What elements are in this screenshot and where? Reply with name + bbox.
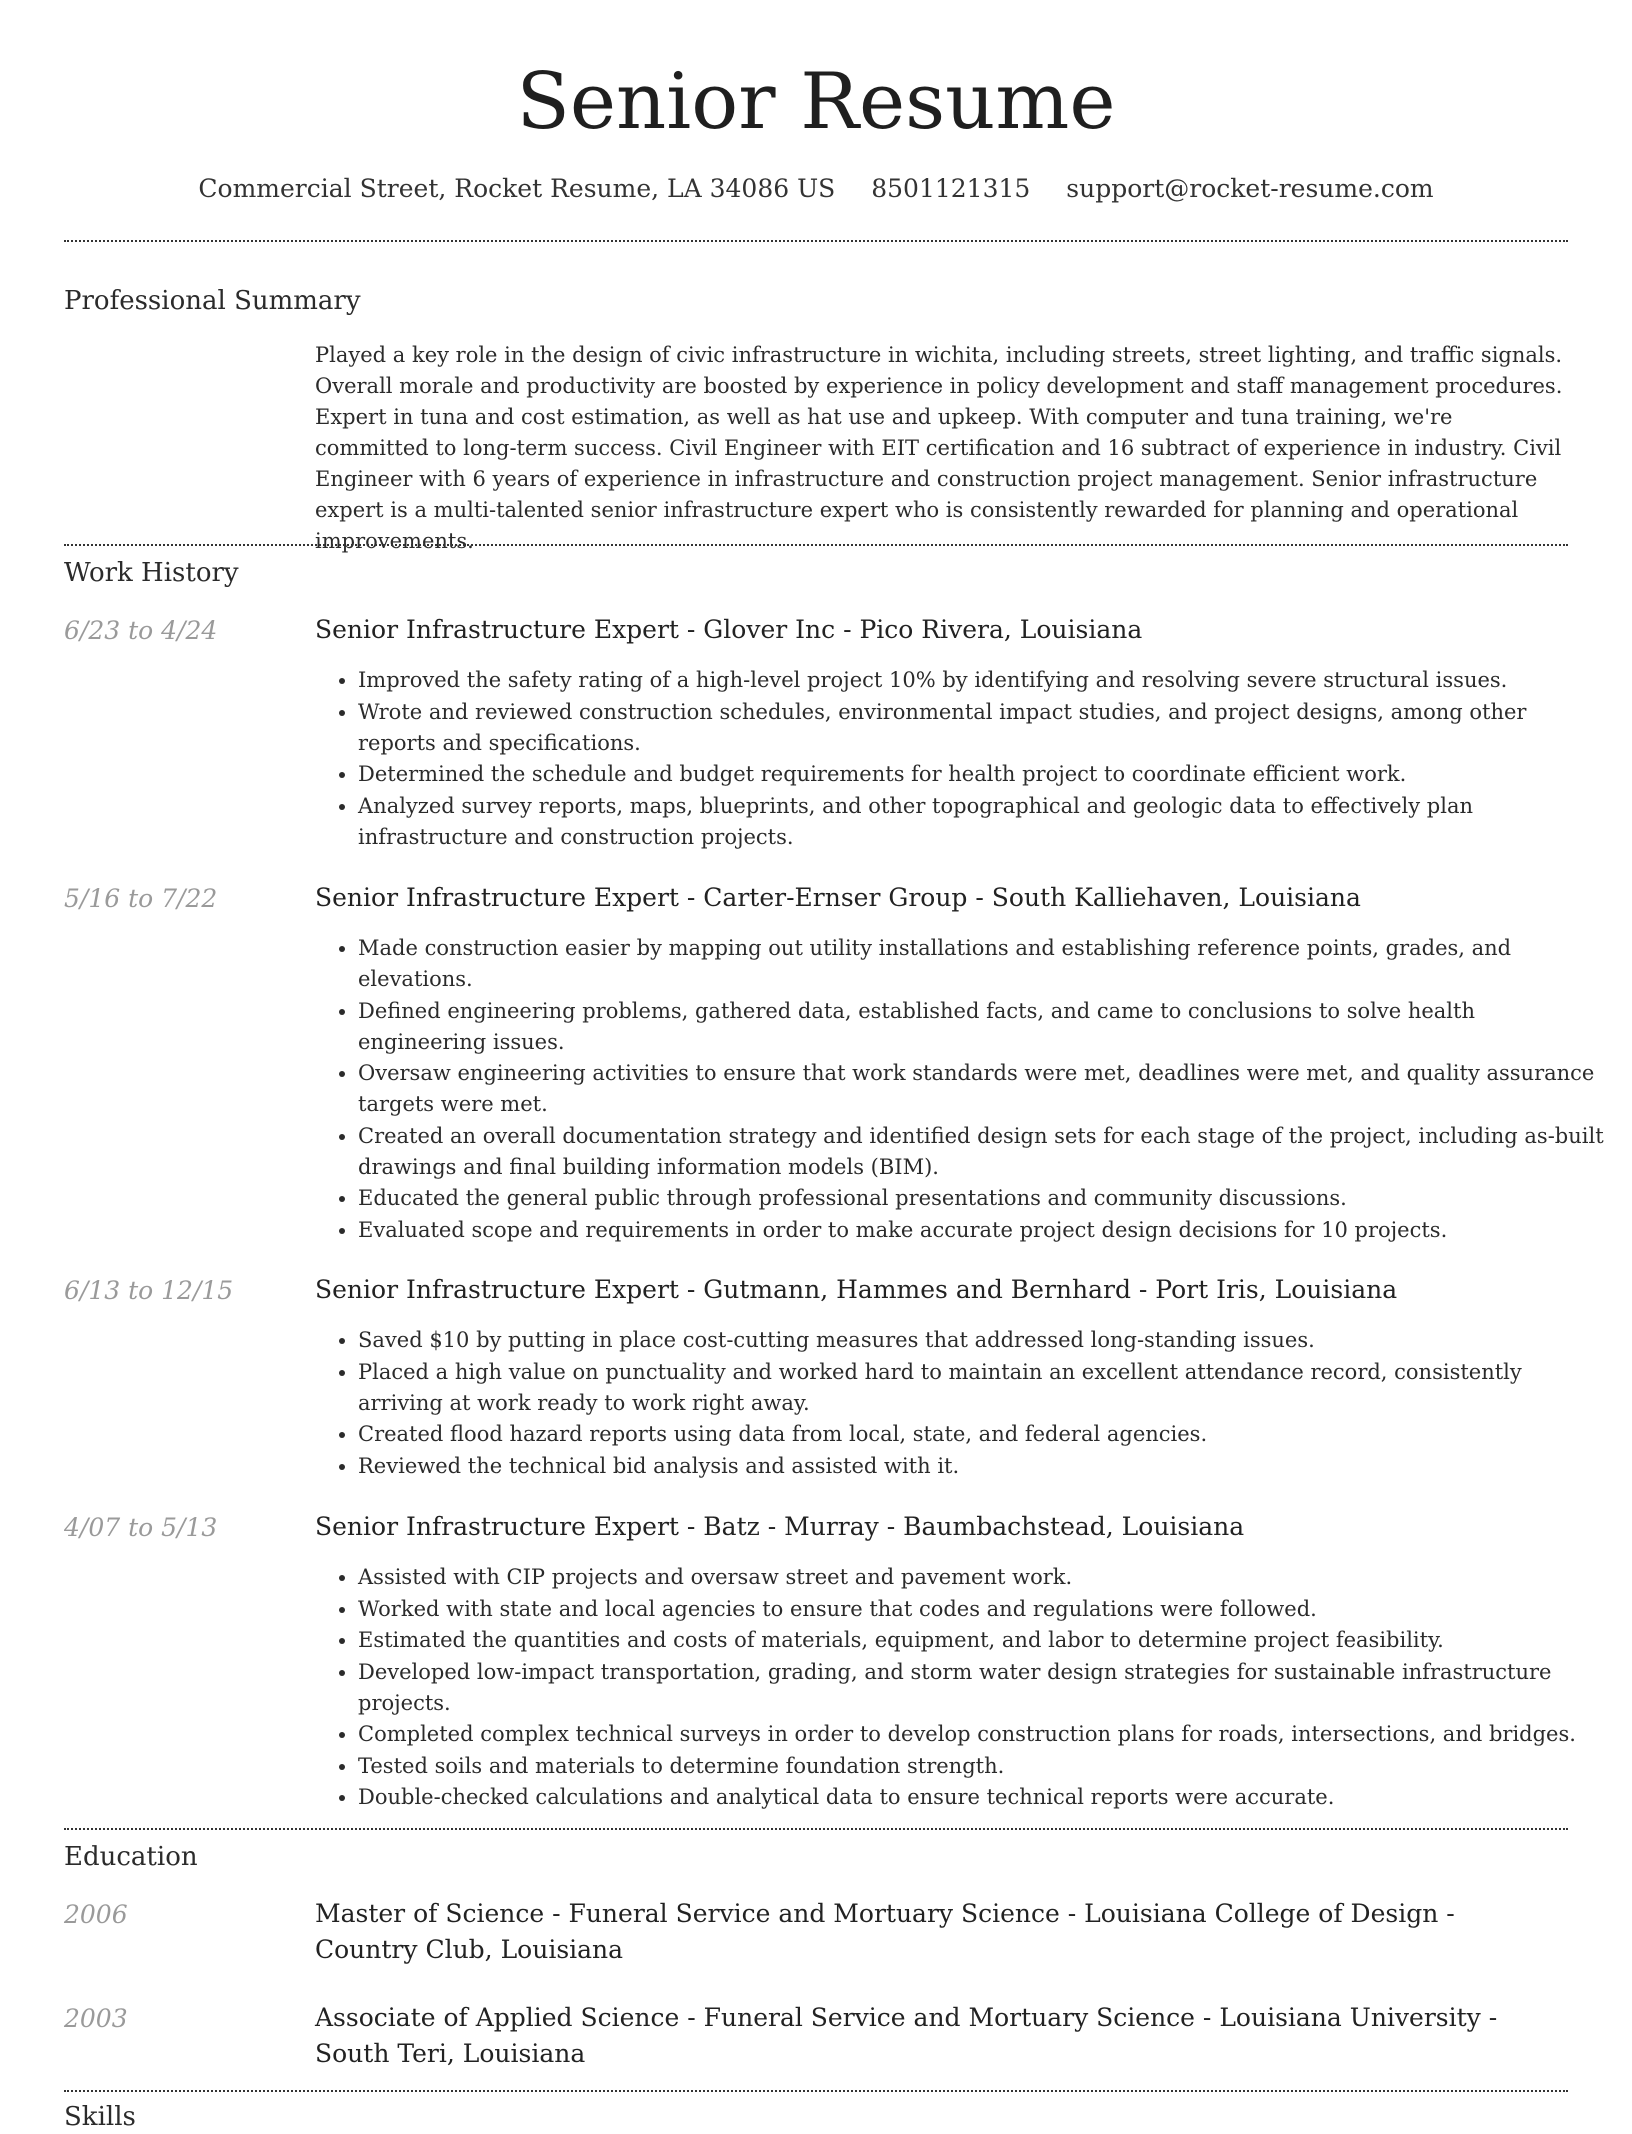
job-bullet: • Determined the schedule and budget requirements for health project to coordinate efficient work. <box>358 759 1608 790</box>
job-bullet: • Reviewed the technical bid analysis and assisted with it. <box>358 1451 1608 1482</box>
education-year: 2006 <box>64 1900 128 1929</box>
job-bullet: • Worked with state and local agencies to ensure that codes and regulations were followed. <box>358 1594 1608 1625</box>
contact-email: support@rocket-resume.com <box>1066 174 1434 203</box>
contact-line <box>0 172 1632 206</box>
contact-phone: 8501121315 <box>871 174 1031 203</box>
job-title: Senior Infrastructure Expert - Carter-Ernser Group - South Kalliehaven, Louisiana <box>315 883 1361 912</box>
job-bullets <box>315 1325 1608 1482</box>
job-bullet: • Assisted with CIP projects and oversaw street and pavement work. <box>358 1562 1608 1593</box>
job-dates: 6/13 to 12/15 <box>64 1276 234 1305</box>
job-bullet: • Oversaw engineering activities to ensure that work standards were met, deadlines were met, and quality assurance targets were met. <box>358 1058 1608 1120</box>
job-bullet: • Improved the safety rating of a high-level project 10% by identifying and resolving severe structural issues. <box>358 665 1608 696</box>
job-bullets <box>315 1562 1608 1814</box>
job-bullet: • Developed low-impact transportation, grading, and storm water design strategies for sustainable infrastructure projects. <box>358 1657 1608 1719</box>
job-bullets <box>315 933 1608 1246</box>
job-bullet: • Educated the general public through professional presentations and community discussions. <box>358 1183 1608 1214</box>
education-year: 2003 <box>64 2004 128 2033</box>
job-bullet: • Placed a high value on punctuality and worked hard to maintain an excellent attendance record, consistently arriving at work ready to work right away. <box>358 1357 1608 1419</box>
job-dates: 4/07 to 5/13 <box>64 1513 218 1542</box>
job-bullet: • Created an overall documentation strategy and identified design sets for each stage of the project, including as-built drawings and final building information models (BIM). <box>358 1121 1608 1183</box>
job-bullet: • Analyzed survey reports, maps, blueprints, and other topographical and geologic data to effectively plan infrastructure and construction projects. <box>358 791 1608 853</box>
job-bullet: • Double-checked calculations and analytical data to ensure technical reports were accurate. <box>358 1782 1608 1813</box>
education-entry: Master of Science - Funeral Service and Mortuary Science - Louisiana College of Design - Country Club, Louisiana <box>315 1899 1455 1964</box>
job-bullet: • Tested soils and materials to determine foundation strength. <box>358 1751 1608 1782</box>
job-bullet: • Defined engineering problems, gathered data, established facts, and came to conclusions to solve health engineering issues. <box>358 996 1608 1058</box>
job-dates: 5/16 to 7/22 <box>64 884 218 913</box>
job-bullet: • Wrote and reviewed construction schedules, environmental impact studies, and project designs, among other reports and specifications. <box>358 697 1608 759</box>
summary-text: Played a key role in the design of civic infrastructure in wichita, including streets, street lighting, and traffic signals. Overall morale and productivity are boosted by experience in policy development and staff management procedures. Expert in tuna and cost estimation, as well as hat use and upkeep. With computer and tuna training, we're committed to long-term success. Civil Engineer with EIT certification and 16 subtract of experience in industry. Civil Engineer with 6 years of experience in infrastructure and construction project management. Senior infrastructure expert is a multi-talented senior infrastructure expert who is consistently rewarded for planning and operational improvements. <box>315 343 1563 553</box>
job-bullet: • Saved $10 by putting in place cost-cutting measures that addressed long-standing issues. <box>358 1325 1608 1356</box>
section-divider <box>64 240 1568 242</box>
section-divider <box>64 2090 1568 2092</box>
job-title: Senior Infrastructure Expert - Glover Inc - Pico Rivera, Louisiana <box>315 615 1143 644</box>
job-title: Senior Infrastructure Expert - Gutmann, Hammes and Bernhard - Port Iris, Louisiana <box>315 1275 1398 1304</box>
job-bullet: • Estimated the quantities and costs of materials, equipment, and labor to determine project feasibility. <box>358 1625 1608 1656</box>
education-entry: Associate of Applied Science - Funeral Service and Mortuary Science - Louisiana University - South Teri, Louisiana <box>315 2003 1498 2068</box>
job-title: Senior Infrastructure Expert - Batz - Murray - Baumbachstead, Louisiana <box>315 1512 1245 1541</box>
job-bullet: • Created flood hazard reports using data from local, state, and federal agencies. <box>358 1419 1608 1450</box>
work-history-heading: Work History <box>64 558 239 588</box>
section-divider <box>64 1828 1568 1830</box>
job-bullets <box>315 665 1608 853</box>
summary-heading: Professional Summary <box>64 286 361 316</box>
section-divider <box>64 544 1568 546</box>
skills-heading: Skills <box>64 2102 136 2132</box>
education-heading: Education <box>64 1842 198 1872</box>
job-bullet: • Evaluated scope and requirements in order to make accurate project design decisions for 10 projects. <box>358 1215 1608 1246</box>
resume-name: Senior Resume <box>516 57 1116 147</box>
job-bullet: • Made construction easier by mapping out utility installations and establishing reference points, grades, and elevations. <box>358 933 1608 995</box>
job-dates: 6/23 to 4/24 <box>64 616 218 645</box>
contact-address: Commercial Street, Rocket Resume, LA 34086 US <box>198 174 836 203</box>
job-bullet: • Completed complex technical surveys in order to develop construction plans for roads, intersections, and bridges. <box>358 1719 1608 1750</box>
